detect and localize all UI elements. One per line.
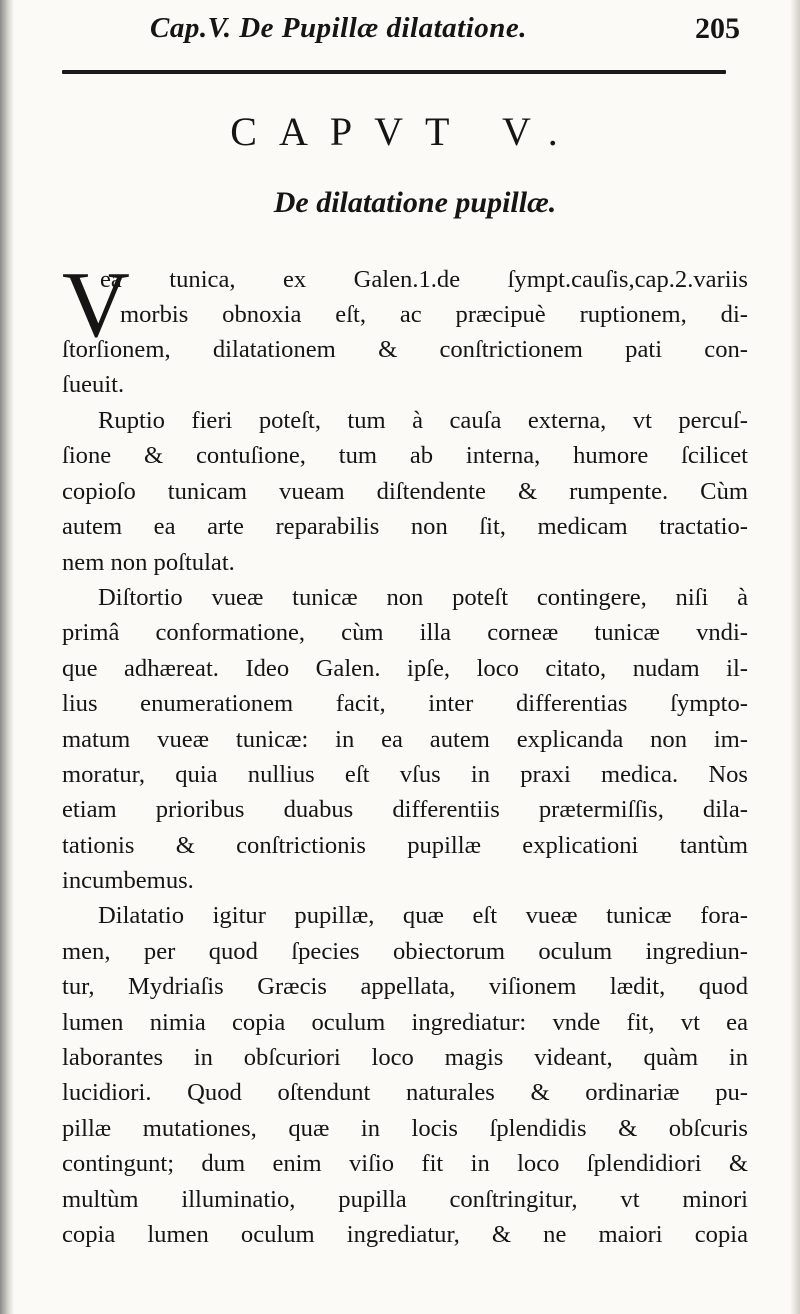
running-head bbox=[60, 10, 740, 54]
text-line: ſione & contuſione, tum ab interna, humore ſcilicet bbox=[62, 442, 748, 470]
drop-capital: V bbox=[62, 253, 130, 357]
text-line: nem non poſtulat. bbox=[62, 548, 235, 576]
running-title: Cap.V. De Pupillæ dilatatione. bbox=[150, 12, 528, 44]
text-line: primâ conformatione, cùm illa corneæ tunicæ vndi- bbox=[62, 619, 748, 647]
text-line: que adhæreat. Ideo Galen. ipſe, loco citato, nudam il- bbox=[62, 654, 748, 682]
paragraph-1 bbox=[62, 253, 748, 403]
text-line: ſueuit. bbox=[62, 371, 125, 398]
text-line: lucidiori. Quod oſtendunt naturales & ordinariæ pu- bbox=[62, 1079, 748, 1107]
text-line: lius enumerationem facit, inter differentias ſympto- bbox=[62, 690, 748, 718]
text-line: lumen nimia copia oculum ingrediatur: vnde fit, vt ea bbox=[62, 1008, 748, 1036]
text-line: copia lumen oculum ingrediatur, & ne maiori copia bbox=[62, 1220, 748, 1248]
text-line: pillæ mutationes, quæ in locis ſplendidis & obſcuris bbox=[62, 1114, 748, 1142]
header-rule bbox=[62, 70, 726, 74]
text-line: Dilatatio igitur pupillæ, quæ eſt vueæ tunicæ fora- bbox=[98, 902, 748, 930]
text-body bbox=[62, 253, 748, 1252]
text-line: Ruptio fieri poteſt, tum à cauſa externa, vt percuſ- bbox=[98, 407, 748, 434]
text-line: ea tunica, ex Galen.1.de ſympt.cauſis,cap.2.variis bbox=[100, 266, 748, 293]
paragraph-3 bbox=[62, 580, 748, 899]
text-line: morbis obnoxia eſt, ac præcipuè ruptionem, di- bbox=[120, 301, 748, 328]
text-line: men, per quod ſpecies obiectorum oculum ingrediun- bbox=[62, 937, 748, 965]
text-line: contingunt; dum enim viſio fit in loco ſplendidiori & bbox=[62, 1150, 748, 1178]
text-line: laborantes in obſcuriori loco magis videant, quàm in bbox=[62, 1044, 748, 1072]
text-line: Diſtortio vueæ tunicæ non poteſt contingere, niſi à bbox=[98, 583, 748, 611]
page-number: 205 bbox=[695, 12, 740, 45]
text-line: tur, Mydriaſis Græcis appellata, viſionem lædit, quod bbox=[62, 973, 748, 1001]
text-line: autem ea arte reparabilis non ſit, medicam tractatio- bbox=[62, 513, 748, 541]
text-line: etiam prioribus duabus differentiis prætermiſſis, dila- bbox=[62, 796, 748, 824]
chapter-heading: CAPVT V. bbox=[230, 109, 580, 154]
paragraph-2 bbox=[62, 403, 748, 580]
paragraph-4 bbox=[62, 898, 748, 1252]
text-line: multùm illuminatio, pupilla conſtringitur, vt minori bbox=[62, 1185, 748, 1213]
text-line: incumbemus. bbox=[62, 867, 194, 895]
text-line: copioſo tunicam vueam diſtendente & rumpente. Cùm bbox=[62, 477, 748, 505]
text-line: moratur, quia nullius eſt vſus in praxi medica. Nos bbox=[62, 760, 748, 788]
text-line: tationis & conſtrictionis pupillæ explicationi tantùm bbox=[62, 831, 748, 859]
text-line: matum vueæ tunicæ: in ea autem explicanda non im- bbox=[62, 725, 748, 753]
text-line: ſtorſionem, dilatationem & conſtrictionem pati con- bbox=[62, 336, 748, 363]
chapter-title: De dilatatione pupillæ. bbox=[273, 186, 557, 219]
